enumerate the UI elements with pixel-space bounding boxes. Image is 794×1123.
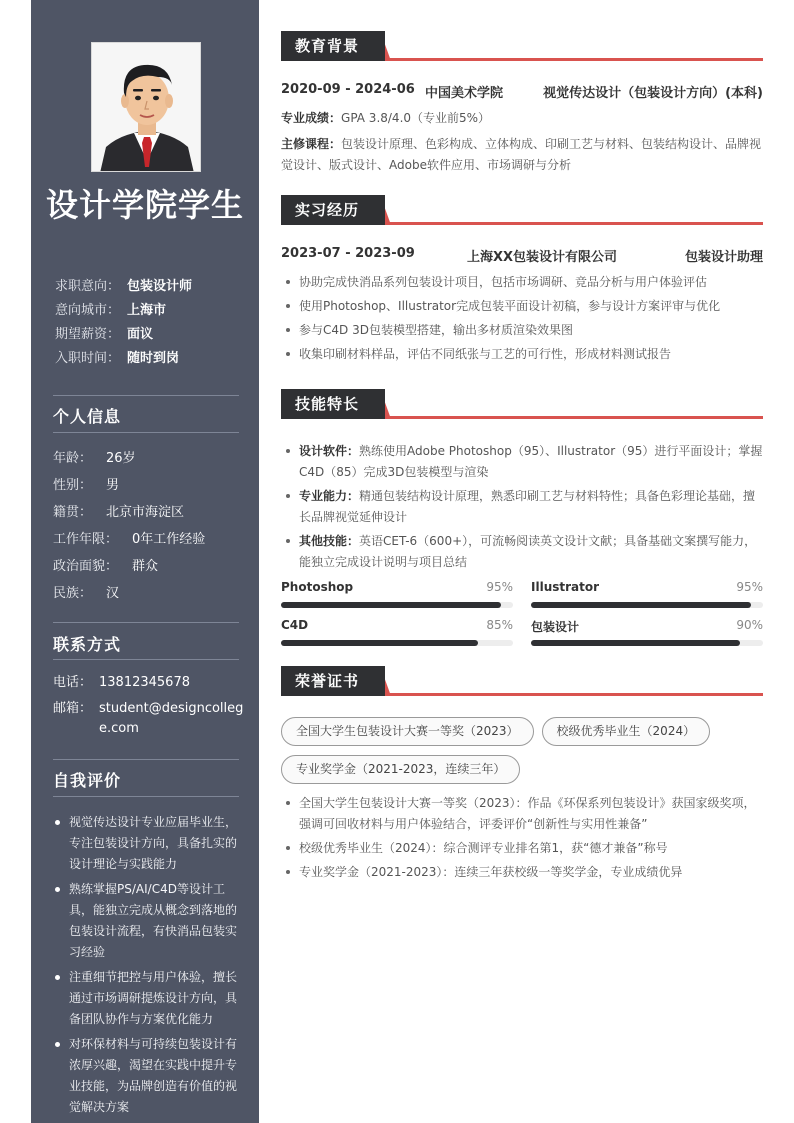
list-item bbox=[281, 531, 763, 573]
list-item: 专业奖学金（2021-2023）：连续三年获校级一等奖学金，专业成绩优异 bbox=[281, 862, 763, 883]
intent-row bbox=[55, 320, 245, 344]
info-key: 性别： bbox=[53, 478, 93, 493]
skill-fill bbox=[531, 602, 751, 608]
personal-info-title: 个人信息 bbox=[53, 407, 122, 426]
info-value: 男 bbox=[106, 478, 120, 493]
header-rule bbox=[389, 58, 763, 61]
education-summary bbox=[281, 82, 763, 102]
info-value: 汉 bbox=[106, 586, 120, 601]
email-key: 邮箱： bbox=[53, 701, 93, 716]
list-item: 协助完成快消品系列包装设计项目，包括市场调研、竞品分析与用户体验评估 bbox=[281, 272, 763, 293]
education-header bbox=[281, 31, 763, 63]
job-intent bbox=[55, 272, 245, 368]
contact-info bbox=[53, 673, 249, 745]
email-value[interactable]: student@designcollege.com bbox=[99, 701, 244, 736]
info-value: 0年工作经验 bbox=[132, 532, 206, 547]
info-key: 年龄： bbox=[53, 451, 93, 466]
divider bbox=[53, 659, 239, 660]
phone-row bbox=[53, 673, 249, 693]
list-item bbox=[281, 486, 763, 528]
list-item: 熟练掌握PS/AI/C4D等设计工具，能独立完成从概念到落地的包装设计流程，有快消品包装实习经验 bbox=[51, 879, 241, 963]
avatar bbox=[91, 42, 201, 172]
skill-name: 包装设计 bbox=[531, 620, 580, 634]
courses-line bbox=[281, 134, 763, 176]
intent-key: 期望薪资： bbox=[55, 326, 121, 342]
info-value: 北京市海淀区 bbox=[106, 505, 185, 520]
avatar-illustration bbox=[92, 43, 201, 172]
list-item: 校级优秀毕业生（2024）：综合测评专业排名第1，获“德才兼备”称号 bbox=[281, 838, 763, 859]
list-item: 使用Photoshop、Illustrator完成包装平面设计初稿，参与设计方案评审与优化 bbox=[281, 296, 763, 317]
divider bbox=[53, 432, 239, 433]
info-key: 工作年限： bbox=[53, 532, 119, 547]
self-eval-list bbox=[51, 812, 241, 1122]
skill-bar bbox=[281, 618, 513, 650]
list-item: 参与C4D 3D包装模型搭建，输出多材质渲染效果图 bbox=[281, 320, 763, 341]
skill-text: 精通包装结构设计原理，熟悉印刷工艺与材料特性；具备色彩理论基础，擅长品牌视觉延伸设计 bbox=[299, 489, 756, 524]
intent-value: 包装设计师 bbox=[127, 278, 193, 294]
skill-label: 专业能力： bbox=[299, 489, 360, 503]
honor-badges bbox=[281, 717, 763, 793]
intent-key: 求职意向： bbox=[55, 278, 121, 294]
skill-percent: 90% bbox=[736, 618, 763, 632]
info-row bbox=[53, 470, 243, 497]
intent-key: 意向城市： bbox=[55, 302, 121, 318]
divider bbox=[53, 395, 239, 396]
section-title: 技能特长 bbox=[281, 389, 385, 419]
intent-value: 随时到岗 bbox=[127, 350, 180, 366]
skill-bar bbox=[531, 580, 763, 612]
intent-row bbox=[55, 272, 245, 296]
list-item: 全国大学生包装设计大赛一等奖（2023）：作品《环保系列包装设计》获国家级奖项，强调可回收材料与用户体验结合，评委评价“创新性与实用性兼备” bbox=[281, 793, 763, 835]
internship-summary bbox=[281, 246, 763, 266]
skill-text: 英语CET-6（600+），可流畅阅读英文设计文献；具备基础文案撰写能力，能独立完成设计说明与项目总结 bbox=[299, 534, 757, 569]
contact-title: 联系方式 bbox=[53, 635, 122, 654]
list-item: 收集印刷材料样品，评估不同纸张与工艺的可行性，形成材料测试报告 bbox=[281, 344, 763, 365]
school-name: 中国美术学院 bbox=[425, 86, 504, 101]
intent-row bbox=[55, 344, 245, 368]
info-row bbox=[53, 551, 243, 578]
skill-bar bbox=[281, 580, 513, 612]
company-name: 上海XX包装设计有限公司 bbox=[467, 250, 618, 265]
divider bbox=[53, 759, 239, 760]
phone-value[interactable]: 13812345678 bbox=[99, 675, 190, 690]
skill-bar bbox=[531, 618, 763, 650]
info-row bbox=[53, 443, 243, 470]
skill-track bbox=[281, 602, 513, 608]
courses-label: 主修课程： bbox=[281, 137, 342, 151]
skill-fill bbox=[281, 640, 478, 646]
skill-label: 其他技能： bbox=[299, 534, 360, 548]
skill-percent: 85% bbox=[486, 618, 513, 632]
divider bbox=[53, 622, 239, 623]
skills-header bbox=[281, 389, 763, 421]
self-eval-title: 自我评价 bbox=[53, 771, 122, 790]
info-row bbox=[53, 524, 243, 551]
skills-list bbox=[281, 441, 763, 576]
list-item: 视觉传达设计专业应届毕业生，专注包装设计方向，具备扎实的设计理论与实践能力 bbox=[51, 812, 241, 875]
intent-value: 上海市 bbox=[127, 302, 167, 318]
internship-date: 2023-07 - 2023-09 bbox=[281, 246, 415, 261]
skill-name: Photoshop bbox=[281, 580, 354, 594]
honors-header bbox=[281, 666, 763, 698]
honors-list bbox=[281, 793, 763, 886]
skill-track bbox=[281, 640, 513, 646]
role: 包装设计助理 bbox=[684, 250, 763, 265]
header-rule bbox=[389, 416, 763, 419]
header-rule bbox=[389, 222, 763, 225]
skill-name: Illustrator bbox=[531, 580, 600, 594]
honor-badge: 全国大学生包装设计大赛一等奖（2023） bbox=[281, 717, 534, 746]
section-title: 教育背景 bbox=[281, 31, 385, 61]
gpa-label: 专业成绩： bbox=[281, 111, 342, 125]
candidate-name: 设计学院学生 bbox=[45, 186, 244, 224]
list-item bbox=[281, 441, 763, 483]
divider bbox=[53, 796, 239, 797]
info-row bbox=[53, 578, 243, 605]
gpa-value: GPA 3.8/4.0（专业前5%） bbox=[341, 111, 491, 125]
internship-header bbox=[281, 195, 763, 227]
skill-label: 设计软件： bbox=[299, 444, 360, 458]
info-key: 政治面貌： bbox=[53, 559, 119, 574]
internship-list bbox=[281, 272, 763, 368]
intent-row bbox=[55, 296, 245, 320]
skill-percent: 95% bbox=[486, 580, 513, 594]
email-row bbox=[53, 699, 249, 739]
list-item: 对环保材料与可持续包装设计有浓厚兴趣，渴望在实践中提升专业技能，为品牌创造有价值的视觉解决方案 bbox=[51, 1034, 241, 1118]
honor-badge: 专业奖学金（2021-2023，连续三年） bbox=[281, 755, 520, 784]
personal-info bbox=[53, 443, 243, 605]
phone-key: 电话： bbox=[53, 675, 93, 690]
info-key: 籍贯： bbox=[53, 505, 93, 520]
courses-value: 包装设计原理、色彩构成、立体构成、印刷工艺与材料、包装结构设计、品牌视觉设计、版式设计、Adobe软件应用、市场调研与分析 bbox=[281, 137, 762, 172]
section-title: 实习经历 bbox=[281, 195, 385, 225]
skill-track bbox=[531, 640, 763, 646]
list-item: 注重细节把控与用户体验，擅长通过市场调研提炼设计方向，具备团队协作与方案优化能力 bbox=[51, 967, 241, 1030]
honor-badge: 校级优秀毕业生（2024） bbox=[542, 717, 711, 746]
header-rule bbox=[389, 693, 763, 696]
info-key: 民族： bbox=[53, 586, 93, 601]
education-date: 2020-09 - 2024-06 bbox=[281, 82, 415, 97]
skill-text: 熟练使用Adobe Photoshop（95）、Illustrator（95）进行平面设计；掌握C4D（85）完成3D包装模型与渲染 bbox=[299, 444, 763, 479]
intent-value: 面议 bbox=[127, 326, 154, 342]
skill-track bbox=[531, 602, 763, 608]
intent-key: 入职时间： bbox=[55, 350, 121, 366]
info-value: 群众 bbox=[132, 559, 159, 574]
major: 视觉传达设计（包装设计方向）(本科) bbox=[543, 86, 763, 101]
skill-fill bbox=[531, 640, 740, 646]
skill-name: C4D bbox=[281, 618, 309, 632]
info-row bbox=[53, 497, 243, 524]
gpa-line bbox=[281, 108, 763, 129]
skill-percent: 95% bbox=[736, 580, 763, 594]
skill-fill bbox=[281, 602, 501, 608]
sidebar bbox=[31, 0, 259, 1123]
info-value: 26岁 bbox=[106, 451, 136, 466]
section-title: 荣誉证书 bbox=[281, 666, 385, 696]
